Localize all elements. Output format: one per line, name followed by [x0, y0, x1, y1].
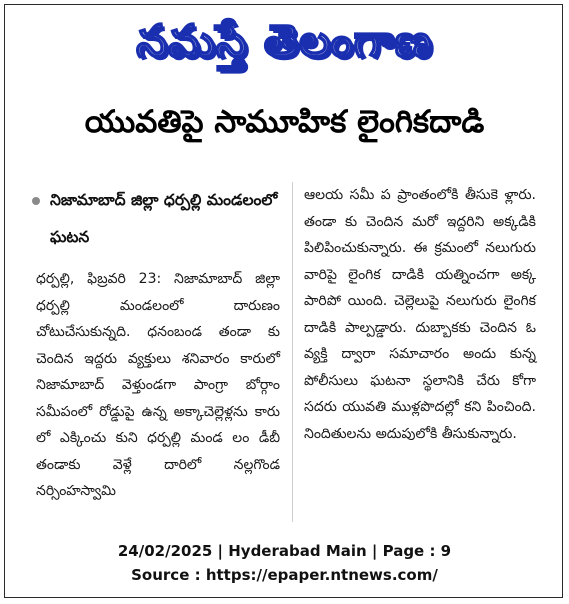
- article-left-column: [36, 182, 280, 505]
- column-divider: [292, 182, 293, 522]
- bullet-icon: [32, 197, 40, 205]
- subhead-text: నిజామాబాద్ జిల్లా ధర్పల్లి మండలంలో ఘటన: [50, 191, 278, 246]
- article-body-right: ఆలయ సమీ ప ప్రాంతంలోకి తీసుకె ళ్లారు. తండా కు చెందిన మరో ఇద్దరిని అక్కడికి పిలిపించుకున్నారు. ఈ క్రమంలో నలుగురు వారిపై లైంగిక దాడికి యత్నించగా అక్క పారిపో యింది. చెల్లెలుపై నలుగురు లైంగిక దాడికి పాల్పడ్డారు. దుబ్బాకకు చెందిన ఓ వ్యక్తి ద్వారా సమాచారం అందు కున్న పోలీసులు ఘటనా స్థలానికి చేరు కోగా సదరు యువతి ముళ్లపొదల్లో కని పించింది. నిందితులను అదుపులోకి తీసుకున్నారు.: [304, 187, 536, 442]
- newspaper-masthead: [0, 2, 569, 82]
- footer-source: Source : https://epaper.ntnews.com/: [131, 566, 438, 584]
- masthead-title: నమస్తే తెలంగాణ: [136, 16, 433, 67]
- article-body-left: ధర్పల్లి, ఫిబ్రవరి 23: నిజామాబాద్ జిల్లా ధర్పల్లి మండలంలో దారుణం చోటుచేసుకున్నది. ధనంబండ తండా కు చెందిన ఇద్దరు వ్యక్తులు శనివారం కారులో నిజామాబాద్ వెళ్తుండగా పాంగ్రా బోర్గాం సమీపంలో రోడ్డుపై ఉన్న అక్కాచెల్లెళ్లను కారు లో ఎక్కించు కుని ధర్పల్లి మండ లం డీబీ తండాకు వెళ్లే దారిలో నల్లగొండ నర్సింహస్వామి: [36, 271, 280, 499]
- article-subhead: [36, 182, 280, 256]
- footer-meta: 24/02/2025 | Hyderabad Main | Page : 9: [117, 542, 452, 560]
- article-headline: యువతిపై సామూహిక లైంగికదాడి: [84, 104, 485, 140]
- article-right-column: [304, 182, 536, 447]
